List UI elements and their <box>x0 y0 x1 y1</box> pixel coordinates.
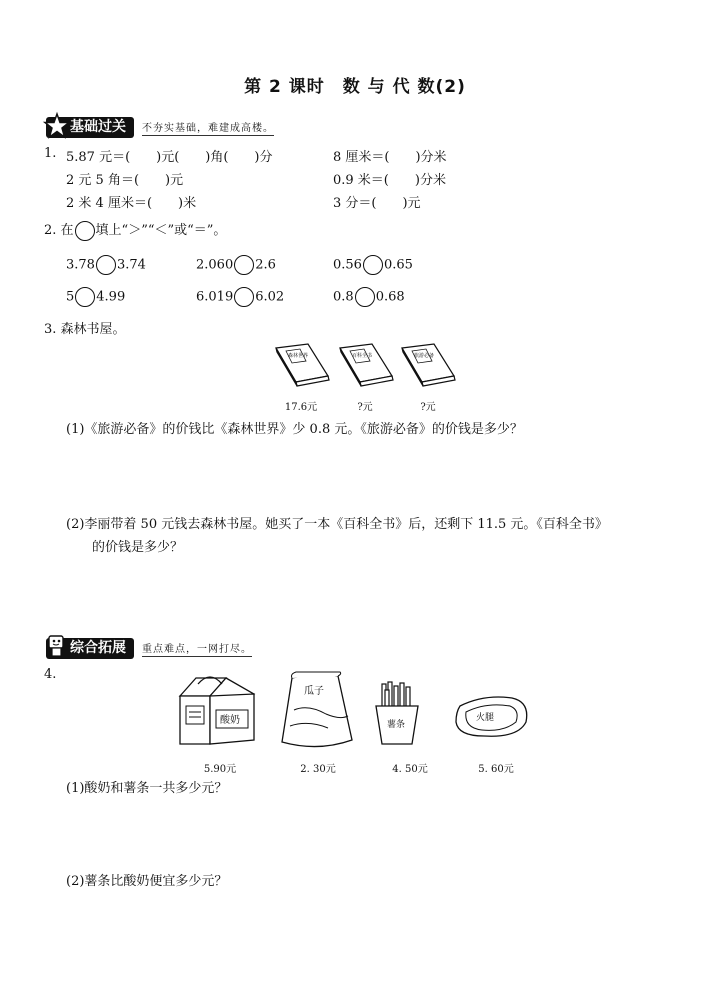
sub-question: (1)酸奶和薯条一共多少元？ <box>66 781 228 796</box>
answer-circle <box>234 255 254 275</box>
book-icon <box>336 342 396 390</box>
price-label: 4. 50元 <box>392 764 428 775</box>
question-number: 4. <box>44 667 57 682</box>
price-label: 17.6元 <box>284 402 318 413</box>
answer-circle <box>75 221 95 241</box>
book-icon <box>272 342 332 390</box>
section-subtitle: 不夯实基础，难建成高楼。 <box>142 119 274 136</box>
svg-text:薯条: 薯条 <box>387 720 406 730</box>
section-tag: 综合拓展 <box>70 639 126 656</box>
fill-item: 8 厘米＝( )分米 <box>333 150 447 165</box>
compare-item: 3.78 3.74 <box>66 255 146 275</box>
svg-text:百科全书: 百科全书 <box>352 353 373 359</box>
sub-question: (2)薯条比酸奶便宜多少元？ <box>66 874 228 889</box>
compare-item: 5 4.99 <box>66 287 125 307</box>
answer-circle <box>75 287 95 307</box>
sub-question-cont: 的价钱是多少？ <box>92 540 184 555</box>
section-tag: 基础过关 <box>70 118 126 135</box>
answer-circle <box>355 287 375 307</box>
mascot-icon <box>44 634 70 660</box>
question-title: 3. 森林书屋。 <box>44 322 126 337</box>
star-icon <box>44 113 70 139</box>
price-label: ?元 <box>357 402 373 413</box>
fries-icon <box>374 682 422 748</box>
answer-circle <box>363 255 383 275</box>
ham-icon <box>454 692 530 742</box>
svg-text:酸奶: 酸奶 <box>220 715 240 726</box>
price-label: ?元 <box>420 402 436 413</box>
fill-item: 2 米 4 厘米＝( )米 <box>66 196 197 211</box>
seeds-bag-icon <box>278 670 358 752</box>
section-banner-basic <box>46 116 274 138</box>
price-label: 5.90元 <box>203 764 237 775</box>
compare-item: 2.060 2.6 <box>196 255 276 275</box>
svg-text:旅游必备: 旅游必备 <box>414 353 435 359</box>
sub-question: (1)《旅游必备》的价钱比《森林世界》少 0.8 元。《旅游必备》的价钱是多少？ <box>66 422 523 437</box>
yogurt-icon <box>176 670 260 748</box>
price-label: 5. 60元 <box>478 764 514 775</box>
svg-text:瓜子: 瓜子 <box>304 686 324 697</box>
compare-item: 0.8 0.68 <box>333 287 405 307</box>
fill-item: 0.9 米＝( )分米 <box>333 173 446 188</box>
section-banner-extend <box>46 637 252 659</box>
answer-circle <box>234 287 254 307</box>
fill-item: 2 元 5 角＝( )元 <box>66 173 184 188</box>
section-subtitle: 重点难点，一网打尽。 <box>142 640 252 657</box>
book-icon <box>398 342 458 390</box>
answer-circle <box>96 255 116 275</box>
page-title: 第 2 课时 数 与 代 数(2) <box>244 77 466 97</box>
fill-item: 3 分＝( )元 <box>333 196 421 211</box>
compare-item: 6.019 6.02 <box>196 287 284 307</box>
question-number: 1. <box>44 146 57 161</box>
price-label: 2. 30元 <box>300 764 336 775</box>
question-prompt: 2. 在 填上“＞”“＜”或“＝”。 <box>44 219 226 241</box>
svg-text:森林世界: 森林世界 <box>288 353 309 359</box>
svg-text:火腿: 火腿 <box>476 713 495 723</box>
fill-item: 5.87 元＝( )元( )角( )分 <box>66 150 273 165</box>
sub-question: (2)李丽带着 50 元钱去森林书屋。她买了一本《百科全书》后，还剩下 11.5 元。《百科全书》 <box>66 517 608 532</box>
compare-item: 0.56 0.65 <box>333 255 413 275</box>
